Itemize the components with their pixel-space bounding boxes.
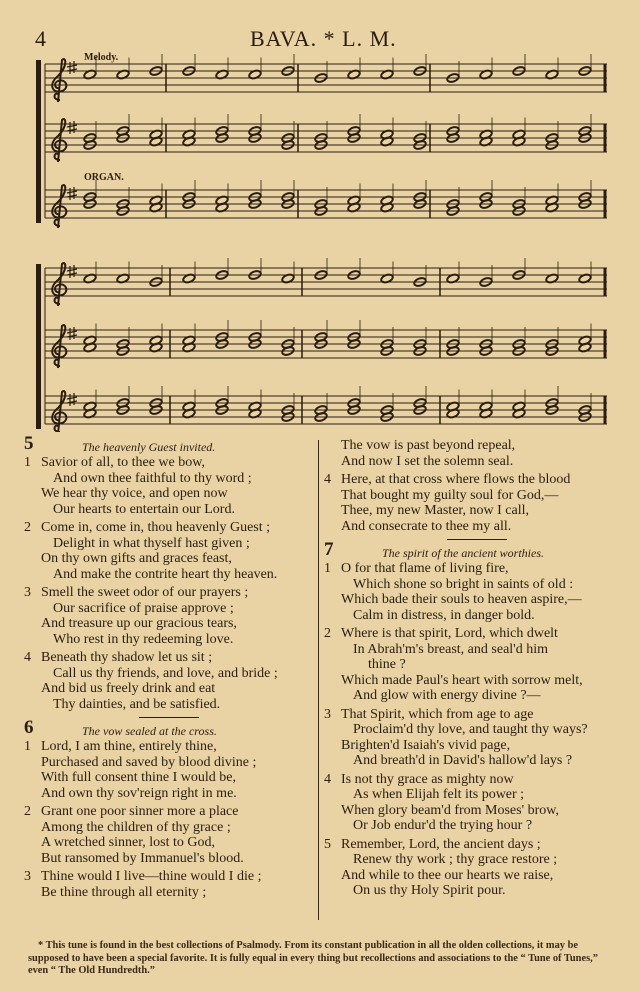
verse-line: Here, at that cross where flows the blood	[341, 472, 571, 487]
verse-number: 4	[324, 472, 331, 487]
verse-line: Where is that spirit, Lord, which dwelt	[341, 626, 558, 641]
treble-clef-icon	[52, 391, 66, 432]
verse-line: Come in, come in, thou heavenly Guest ;	[41, 520, 271, 535]
hymn-heading	[24, 717, 314, 739]
verse-line: The vow is past beyond repeal,	[341, 438, 516, 453]
music-score	[0, 0, 640, 432]
treble-clef-icon	[52, 263, 66, 306]
verse-line: Be thine through all eternity ;	[41, 884, 207, 900]
verse-line: As when Elijah felt its power ;	[353, 787, 525, 802]
verse-line: On us thy Holy Spirit pour.	[353, 883, 506, 898]
footnote: * This tune is found in the best collections of Psalmody. From its constant publication in all the olden collections, it may be supposed to have been a special favorite. It is fully equal in every thing but recollections and associations to the “ Tune of Tunes,” even “ The Old Hundredth.”	[28, 940, 598, 976]
verse-line: On thy own gifts and graces feast,	[41, 551, 232, 566]
hymn-heading	[24, 433, 314, 455]
verse-line: A wretched sinner, lost to God,	[41, 835, 216, 850]
verse-line: And glow with energy divine ?—	[353, 688, 541, 703]
verse-line: And treasure up our gracious tears,	[41, 616, 237, 631]
verse-line: Grant one poor sinner more a place	[41, 804, 239, 819]
verse	[324, 772, 630, 834]
treble-clef-icon	[52, 119, 66, 162]
verse-line: And own thy sov'reign right in me.	[41, 785, 237, 801]
verse-line: Which made Paul's heart with sorrow melt,	[341, 672, 583, 688]
verse	[324, 707, 630, 769]
verse-line: Which shone so bright in saints of old :	[353, 576, 574, 592]
hymn-subtitle: The spirit of the ancient worthies.	[382, 546, 544, 560]
verse	[24, 585, 314, 647]
page-number: 4	[35, 26, 46, 51]
verse-line: And while to thee our hearts we raise,	[341, 867, 554, 883]
sharp-icon	[67, 121, 77, 134]
verse-line: Who rest in thy redeeming love.	[53, 631, 234, 647]
hymn-number: 5	[24, 433, 34, 454]
verse	[324, 837, 630, 899]
verse-line: And make the contrite heart thy heaven.	[53, 566, 278, 582]
verse	[324, 561, 630, 623]
sharp-icon	[67, 265, 77, 278]
verse-line: Remember, Lord, the ancient days ;	[341, 836, 541, 852]
melody-label: Melody.	[84, 52, 119, 63]
verse	[24, 739, 314, 801]
verse-line: Our hearts to entertain our Lord.	[53, 501, 235, 517]
verse-number: 2	[324, 626, 331, 641]
verse-line: And own thee faithful to thy word ;	[53, 470, 252, 486]
hymn-subtitle: The heavenly Guest invited.	[82, 440, 216, 454]
verse-number: 1	[24, 739, 31, 754]
verse-line: Thee, my new Master, now I call,	[341, 503, 529, 518]
sharp-icon	[67, 187, 77, 200]
verse-number: 2	[24, 520, 31, 535]
verse-line: When glory beam'd from Moses' brow,	[341, 802, 559, 818]
treble-clef-icon	[52, 325, 66, 368]
verse-line: But ransomed by Immanuel's blood.	[41, 850, 244, 866]
verse-line: That bought my guilty soul for God,—	[341, 487, 559, 503]
verse-line: And now I set the solemn seal.	[341, 453, 514, 469]
verse	[24, 804, 314, 866]
verse-line: Lord, I am thine, entirely thine,	[41, 739, 217, 754]
verse-line: Purchased and saved by blood divine ;	[41, 754, 257, 770]
sharp-icon	[67, 61, 77, 74]
tune-title: BAVA. * L. M.	[250, 26, 397, 51]
verse-line: In Abrah'm's breast, and seal'd him	[353, 641, 548, 657]
divider	[447, 539, 507, 540]
verse-line: thine ?	[368, 657, 406, 672]
verse-line: With full consent thine I would be,	[41, 770, 237, 785]
verse	[24, 455, 314, 517]
verse-line: Beneath thy shadow let us sit ;	[41, 650, 213, 665]
verse	[324, 472, 630, 534]
hymn-subtitle: The vow sealed at the cross.	[82, 724, 217, 738]
verse-line: O for that flame of living fire,	[341, 561, 509, 576]
verse-number: 1	[324, 561, 331, 576]
verse-number: 5	[324, 836, 331, 852]
divider	[139, 717, 199, 718]
verse-line: Among the children of thy grace ;	[41, 819, 231, 835]
system-bracket	[36, 264, 41, 429]
verse-number: 2	[24, 804, 31, 819]
verse-number: 3	[324, 706, 331, 722]
verse-line: Renew thy work ; thy grace restore ;	[353, 852, 558, 867]
verse-line: Thine would I live—thine would I die ;	[41, 869, 262, 884]
verse	[24, 650, 314, 712]
verse-line: Is not thy grace as mighty now	[341, 771, 514, 787]
verse-line: Brighten'd Isaiah's vivid page,	[341, 737, 511, 753]
verse-line: Smell the sweet odor of our prayers ;	[41, 585, 249, 600]
verse-line: And breath'd in David's hallow'd lays ?	[353, 753, 573, 768]
column-divider	[318, 440, 319, 920]
verse-number: 3	[24, 585, 31, 600]
verse-line: We hear thy voice, and open now	[41, 486, 228, 501]
verse	[24, 520, 314, 582]
verse-line: Delight in what thyself hast given ;	[53, 535, 250, 551]
verse-number: 4	[24, 650, 31, 665]
verse-line: That Spirit, which from age to age	[341, 706, 534, 722]
verse-line: Our sacrifice of praise approve ;	[53, 600, 234, 616]
hymn-number: 6	[24, 717, 34, 738]
left-column	[24, 433, 314, 903]
verse-number: 3	[24, 869, 31, 884]
verse	[24, 869, 314, 900]
verse-line: Or Job endur'd the trying hour ?	[353, 818, 533, 833]
verse-line: Thy dainties, and be satisfied.	[53, 696, 221, 712]
verse-line: Savior of all, to thee we bow,	[41, 455, 205, 470]
organ-label: ORGAN.	[84, 172, 124, 183]
right-column	[324, 438, 630, 902]
hymn-number: 7	[324, 539, 334, 560]
verse-number: 4	[324, 771, 331, 787]
system-bracket	[36, 60, 41, 223]
verse-number: 1	[24, 455, 31, 470]
verse-line: Proclaim'd thy love, and taught thy ways?	[353, 722, 588, 737]
verse-line: And consecrate to thee my all.	[341, 518, 512, 534]
verse-line: Which bade their souls to heaven aspire,—	[341, 592, 582, 607]
sharp-icon	[67, 327, 77, 340]
verse-line: And bid us freely drink and eat	[41, 681, 216, 696]
treble-clef-icon	[52, 185, 66, 228]
verse-line: Calm in distress, in danger bold.	[353, 607, 535, 623]
treble-clef-icon	[52, 59, 66, 102]
verse	[324, 626, 630, 704]
verse-line: Call us thy friends, and love, and bride ;	[53, 665, 278, 681]
sharp-icon	[67, 393, 77, 406]
verse	[324, 438, 630, 469]
hymn-heading	[324, 539, 630, 561]
